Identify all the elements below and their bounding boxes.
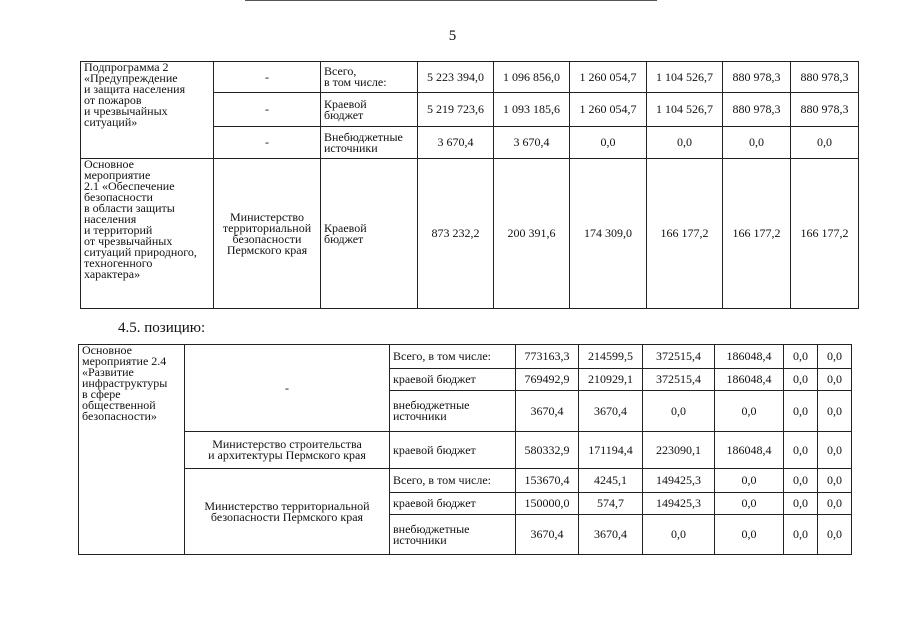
value-cell: 1 096 856,0 [494, 62, 570, 93]
value-cell: 0,0 [715, 391, 784, 432]
funding-source-cell: краевой бюджет [390, 369, 516, 391]
value-cell: 4245,1 [579, 469, 643, 493]
value-cell: 0,0 [784, 515, 818, 555]
value-cell: 214599,5 [579, 345, 643, 369]
value-cell: 174 309,0 [570, 159, 647, 309]
value-cell: 3670,4 [579, 391, 643, 432]
value-cell: 773163,3 [516, 345, 579, 369]
value-cell: 0,0 [818, 345, 852, 369]
page-number: 5 [448, 28, 457, 44]
value-cell: 3 670,4 [418, 127, 494, 159]
table-row [81, 159, 859, 309]
value-cell: 0,0 [647, 127, 723, 159]
value-cell: 210929,1 [579, 369, 643, 391]
value-cell: 372515,4 [643, 369, 715, 391]
table-row [79, 469, 852, 493]
executor-cell: Министерство строительства и архитектуры Пермского края [185, 432, 390, 469]
table-row [79, 432, 852, 469]
value-cell: 0,0 [818, 493, 852, 515]
value-cell: 5 223 394,0 [418, 62, 494, 93]
value-cell: 1 104 526,7 [647, 62, 723, 93]
measure-name-cell: Основное мероприятие 2.4 «Развитие инфраструктуры в сфере общественной безопасности» [79, 345, 185, 555]
value-cell: 150000,0 [516, 493, 579, 515]
value-cell: 200 391,6 [494, 159, 570, 309]
value-cell: 769492,9 [516, 369, 579, 391]
funding-source-cell: Всего, в том числе: [390, 345, 516, 369]
value-cell: 0,0 [715, 469, 784, 493]
value-cell: 0,0 [784, 469, 818, 493]
value-cell: 0,0 [784, 345, 818, 369]
value-cell: 0,0 [818, 369, 852, 391]
value-cell: 880 978,3 [723, 93, 791, 127]
value-cell: 0,0 [791, 127, 859, 159]
value-cell: 880 978,3 [791, 62, 859, 93]
subprogram-name: Подпрограмма 2 «Предупреждение и защита населения от пожаров и чрезвычайных ситуаций» [84, 61, 186, 129]
funding-source-cell: Внебюджетные источники [321, 127, 418, 159]
executor-cell: Министерство территориальной безопасности Пермского края [214, 159, 321, 309]
subprogram-name-cell [81, 62, 214, 159]
value-cell: 5 219 723,6 [418, 93, 494, 127]
value-cell: 580332,9 [516, 432, 579, 469]
value-cell: 880 978,3 [723, 62, 791, 93]
value-cell: 186048,4 [715, 432, 784, 469]
value-cell: 3 670,4 [494, 127, 570, 159]
value-cell: 0,0 [570, 127, 647, 159]
value-cell: 1 260 054,7 [570, 93, 647, 127]
table-row [79, 345, 852, 369]
value-cell: 880 978,3 [791, 93, 859, 127]
value-cell: 0,0 [784, 391, 818, 432]
funding-source-cell: краевой бюджет [390, 432, 516, 469]
value-cell: 0,0 [643, 515, 715, 555]
executor-cell: - [214, 62, 321, 93]
executor-cell: - [214, 93, 321, 127]
value-cell: 0,0 [784, 493, 818, 515]
value-cell: 0,0 [715, 493, 784, 515]
measure-table [78, 344, 852, 555]
funding-source-cell: краевой бюджет [390, 493, 516, 515]
value-cell: 3670,4 [516, 391, 579, 432]
value-cell: 153670,4 [516, 469, 579, 493]
executor-cell: - [214, 127, 321, 159]
funding-source-cell: внебюджетные источники [390, 515, 516, 555]
top-border-line [245, 0, 657, 1]
value-cell: 149425,3 [643, 469, 715, 493]
value-cell: 1 104 526,7 [647, 93, 723, 127]
value-cell: 166 177,2 [647, 159, 723, 309]
value-cell: 3670,4 [516, 515, 579, 555]
value-cell: 186048,4 [715, 345, 784, 369]
value-cell: 0,0 [784, 432, 818, 469]
section-title: 4.5. позицию: [118, 320, 206, 336]
value-cell: 0,0 [723, 127, 791, 159]
value-cell: 0,0 [715, 515, 784, 555]
value-cell: 166 177,2 [723, 159, 791, 309]
value-cell: 3670,4 [579, 515, 643, 555]
value-cell: 0,0 [818, 432, 852, 469]
value-cell: 0,0 [818, 515, 852, 555]
value-cell: 372515,4 [643, 345, 715, 369]
value-cell: 0,0 [784, 369, 818, 391]
executor-cell: Министерство территориальной безопасности Пермского края [185, 469, 390, 555]
value-cell: 166 177,2 [791, 159, 859, 309]
funding-source-cell: внебюджетные источники [390, 391, 516, 432]
value-cell: 186048,4 [715, 369, 784, 391]
value-cell: 0,0 [643, 391, 715, 432]
value-cell: 0,0 [818, 469, 852, 493]
subprogram-table [80, 61, 859, 309]
table-row [81, 62, 859, 93]
value-cell: 1 260 054,7 [570, 62, 647, 93]
executor-cell: - [185, 345, 390, 432]
funding-source-cell: Всего, в том числе: [321, 62, 418, 93]
value-cell: 223090,1 [643, 432, 715, 469]
value-cell: 171194,4 [579, 432, 643, 469]
value-cell: 873 232,2 [418, 159, 494, 309]
funding-source-cell: Краевой бюджет [321, 159, 418, 309]
value-cell: 0,0 [818, 391, 852, 432]
value-cell: 1 093 185,6 [494, 93, 570, 127]
value-cell: 574,7 [579, 493, 643, 515]
measure-name-cell: Основное мероприятие 2.1 «Обеспечение безопасности в области защиты населения и территорий от чрезвычайных ситуаций природного, техногенного характера» [81, 159, 214, 309]
value-cell: 149425,3 [643, 493, 715, 515]
funding-source-cell: Краевой бюджет [321, 93, 418, 127]
funding-source-cell: Всего, в том числе: [390, 469, 516, 493]
